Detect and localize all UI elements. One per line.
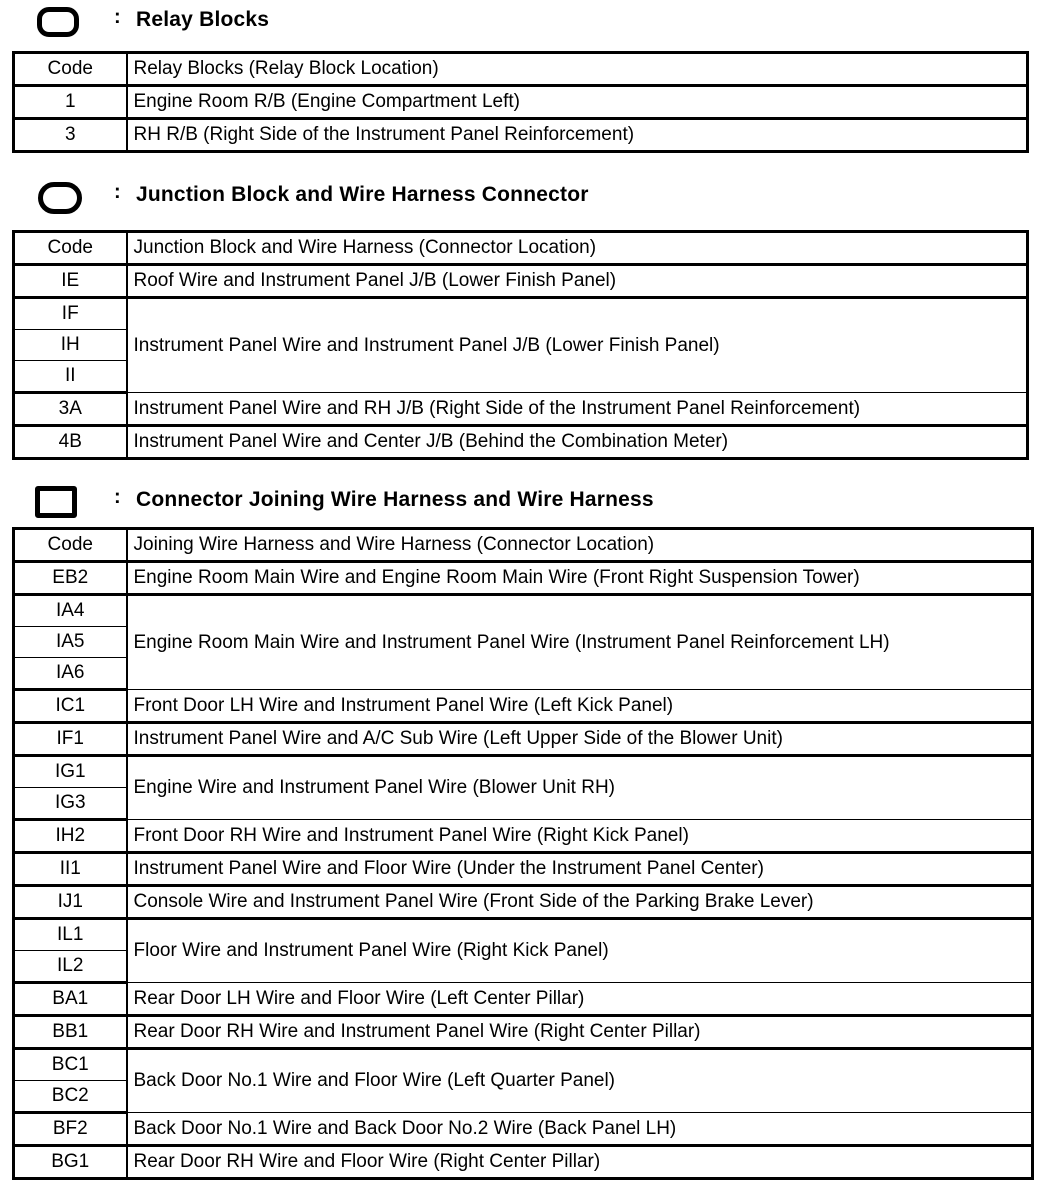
location-cell: Engine Room Main Wire and Engine Room Main Wire (Front Right Suspension Tower) bbox=[127, 562, 1033, 595]
location-cell: Instrument Panel Wire and Center J/B (Behind the Combination Meter) bbox=[127, 426, 1028, 459]
heading-colon: : bbox=[114, 181, 121, 203]
table-row bbox=[14, 820, 1033, 853]
code-cell: BF2 bbox=[14, 1113, 127, 1146]
table-row bbox=[14, 983, 1033, 1016]
location-cell: Console Wire and Instrument Panel Wire (Front Side of the Parking Brake Lever) bbox=[127, 886, 1033, 919]
section-title: Junction Block and Wire Harness Connector bbox=[136, 183, 589, 206]
code-cell: 3A bbox=[14, 393, 127, 426]
table-row bbox=[14, 886, 1033, 919]
code-cell: IG1 bbox=[14, 756, 127, 788]
table-row bbox=[14, 1016, 1033, 1049]
location-cell: Engine Wire and Instrument Panel Wire (Blower Unit RH) bbox=[127, 756, 1033, 820]
code-cell: 4B bbox=[14, 426, 127, 459]
location-cell: Rear Door RH Wire and Instrument Panel Wire (Right Center Pillar) bbox=[127, 1016, 1033, 1049]
table-row bbox=[14, 119, 1028, 152]
table-row bbox=[14, 562, 1033, 595]
table-row bbox=[14, 265, 1028, 298]
code-cell: IF1 bbox=[14, 723, 127, 756]
code-cell: IG3 bbox=[14, 788, 127, 820]
location-cell: Engine Room Main Wire and Instrument Panel Wire (Instrument Panel Reinforcement LH) bbox=[127, 595, 1033, 690]
connector-joining-table bbox=[12, 527, 1034, 1180]
table-row bbox=[14, 1113, 1033, 1146]
relay-blocks-heading bbox=[0, 2, 1056, 38]
rounded-rect-icon bbox=[37, 7, 79, 37]
table-row bbox=[14, 756, 1033, 788]
location-cell: Engine Room R/B (Engine Compartment Left) bbox=[127, 86, 1028, 119]
code-cell: II bbox=[14, 361, 127, 393]
code-cell: IE bbox=[14, 265, 127, 298]
code-cell: IC1 bbox=[14, 690, 127, 723]
heading-colon: : bbox=[114, 486, 121, 508]
header-code: Code bbox=[14, 53, 127, 86]
table-header-row bbox=[14, 529, 1033, 562]
location-cell: RH R/B (Right Side of the Instrument Panel Reinforcement) bbox=[127, 119, 1028, 152]
header-code: Code bbox=[14, 529, 127, 562]
code-cell: II1 bbox=[14, 853, 127, 886]
location-cell: Rear Door LH Wire and Floor Wire (Left Center Pillar) bbox=[127, 983, 1033, 1016]
location-cell: Back Door No.1 Wire and Back Door No.2 Wire (Back Panel LH) bbox=[127, 1113, 1033, 1146]
code-cell: 3 bbox=[14, 119, 127, 152]
code-cell: 1 bbox=[14, 86, 127, 119]
table-row bbox=[14, 595, 1033, 627]
location-cell: Instrument Panel Wire and Instrument Panel J/B (Lower Finish Panel) bbox=[127, 298, 1028, 393]
code-cell: IH bbox=[14, 330, 127, 361]
heading-colon: : bbox=[114, 6, 121, 28]
location-cell: Instrument Panel Wire and A/C Sub Wire (Left Upper Side of the Blower Unit) bbox=[127, 723, 1033, 756]
table-header-row bbox=[14, 53, 1028, 86]
table-row bbox=[14, 919, 1033, 951]
table-row bbox=[14, 86, 1028, 119]
header-description: Relay Blocks (Relay Block Location) bbox=[127, 53, 1028, 86]
relay-blocks-table bbox=[12, 51, 1029, 153]
code-cell: IA5 bbox=[14, 627, 127, 658]
section-title: Connector Joining Wire Harness and Wire Harness bbox=[136, 488, 654, 511]
header-code: Code bbox=[14, 232, 127, 265]
code-cell: IA6 bbox=[14, 658, 127, 690]
location-cell: Instrument Panel Wire and Floor Wire (Under the Instrument Panel Center) bbox=[127, 853, 1033, 886]
code-cell: IL2 bbox=[14, 951, 127, 983]
code-cell: BC1 bbox=[14, 1049, 127, 1081]
header-description: Junction Block and Wire Harness (Connector Location) bbox=[127, 232, 1028, 265]
table-row bbox=[14, 426, 1028, 459]
table-row bbox=[14, 853, 1033, 886]
code-cell: BC2 bbox=[14, 1081, 127, 1113]
code-cell: BG1 bbox=[14, 1146, 127, 1179]
table-row bbox=[14, 723, 1033, 756]
junction-block-heading bbox=[0, 177, 1056, 213]
code-cell: IH2 bbox=[14, 820, 127, 853]
square-icon bbox=[35, 486, 77, 518]
location-cell: Front Door LH Wire and Instrument Panel Wire (Left Kick Panel) bbox=[127, 690, 1033, 723]
table-row bbox=[14, 298, 1028, 330]
section-title: Relay Blocks bbox=[136, 8, 270, 31]
location-cell: Floor Wire and Instrument Panel Wire (Right Kick Panel) bbox=[127, 919, 1033, 983]
code-cell: IA4 bbox=[14, 595, 127, 627]
connector-joining-heading bbox=[0, 482, 1056, 518]
table-row bbox=[14, 393, 1028, 426]
table-row bbox=[14, 690, 1033, 723]
code-cell: IJ1 bbox=[14, 886, 127, 919]
code-cell: IF bbox=[14, 298, 127, 330]
code-cell: BB1 bbox=[14, 1016, 127, 1049]
location-cell: Back Door No.1 Wire and Floor Wire (Left Quarter Panel) bbox=[127, 1049, 1033, 1113]
oval-icon bbox=[38, 182, 82, 214]
location-cell: Front Door RH Wire and Instrument Panel Wire (Right Kick Panel) bbox=[127, 820, 1033, 853]
location-cell: Roof Wire and Instrument Panel J/B (Lower Finish Panel) bbox=[127, 265, 1028, 298]
code-cell: IL1 bbox=[14, 919, 127, 951]
location-cell: Instrument Panel Wire and RH J/B (Right Side of the Instrument Panel Reinforcement) bbox=[127, 393, 1028, 426]
code-cell: EB2 bbox=[14, 562, 127, 595]
header-description: Joining Wire Harness and Wire Harness (Connector Location) bbox=[127, 529, 1033, 562]
table-row bbox=[14, 1146, 1033, 1179]
junction-block-table bbox=[12, 230, 1029, 460]
table-row bbox=[14, 1049, 1033, 1081]
table-header-row bbox=[14, 232, 1028, 265]
location-cell: Rear Door RH Wire and Floor Wire (Right Center Pillar) bbox=[127, 1146, 1033, 1179]
code-cell: BA1 bbox=[14, 983, 127, 1016]
